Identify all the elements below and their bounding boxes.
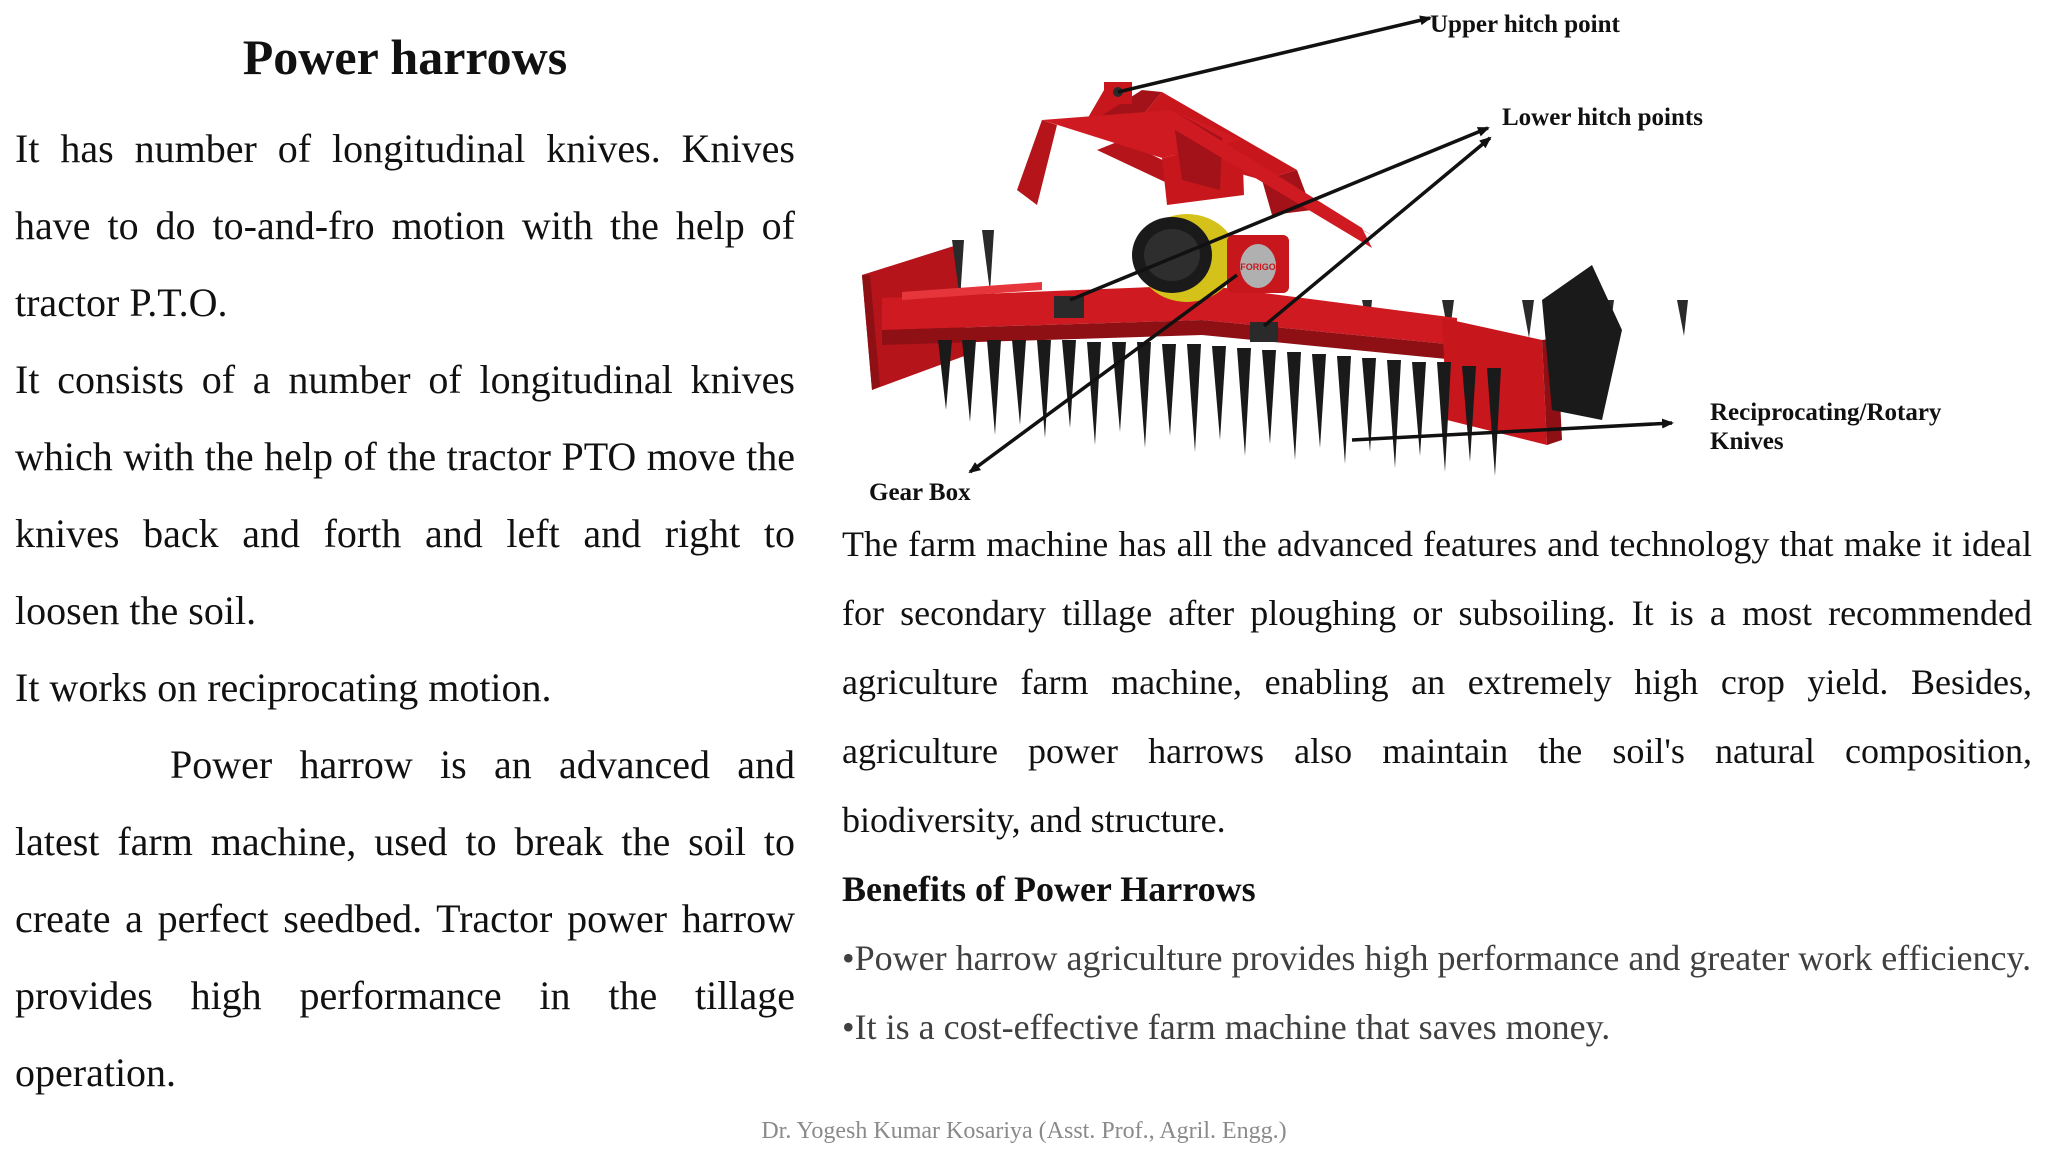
knives-label-line2: Knives [1710,428,1784,455]
left-text-column [15,110,795,1111]
gear-box-label: Gear Box [869,479,971,506]
benefits-heading: Benefits of Power Harrows [842,869,1256,909]
paragraph-features: The farm machine has all the advanced features and technology that make it ideal for secondary tillage after ploughing or subsoiling. It is a most recommended agriculture farm machine, enabling an extremely high crop yield. Besides, agriculture power harrows also maintain the soil's natural composition, biodiversity, and structure. [842,524,2032,840]
front-tine-row [938,340,1501,476]
paragraph-construction: It consists of a number of longitudinal knives which with the help of the tractor PTO move the knives back and forth and left and right to loosen the soil. [15,357,795,633]
footer-author: Dr. Yogesh Kumar Kosariya (Asst. Prof., Agril. Engg.) [761,1118,1287,1144]
brand-badge: FORIGO [1240,262,1276,272]
right-text-column [842,510,2032,1062]
power-harrow-figure [842,0,2042,512]
paragraph-description: Power harrow is an advanced and latest farm machine, used to break the soil to create a perfect seedbed. Tractor power harrow provides high performance in the tillage operation. [15,742,795,1095]
power-harrow-illustration [842,0,2042,512]
lower-hitch-label: Lower hitch points [1502,104,1703,131]
benefit-item: •It is a cost-effective farm machine that saves money. [842,1007,1611,1047]
paragraph-knives: It has number of longitudinal knives. Knives have to do to-and-fro motion with the help of tractor P.T.O. [15,126,795,325]
paragraph-motion: It works on reciprocating motion. [15,665,552,710]
knives-label-line1: Reciprocating/Rotary [1710,399,1942,426]
lower-hitch-arrow-right [1264,138,1490,326]
gear-box-assembly [1132,214,1289,302]
upper-hitch-arrow [1118,18,1430,92]
slide-title: Power harrows [242,29,568,85]
benefit-item: •Power harrow agriculture provides high performance and greater work efficiency. [842,938,2032,978]
upper-hitch-label: Upper hitch point [1430,11,1620,38]
